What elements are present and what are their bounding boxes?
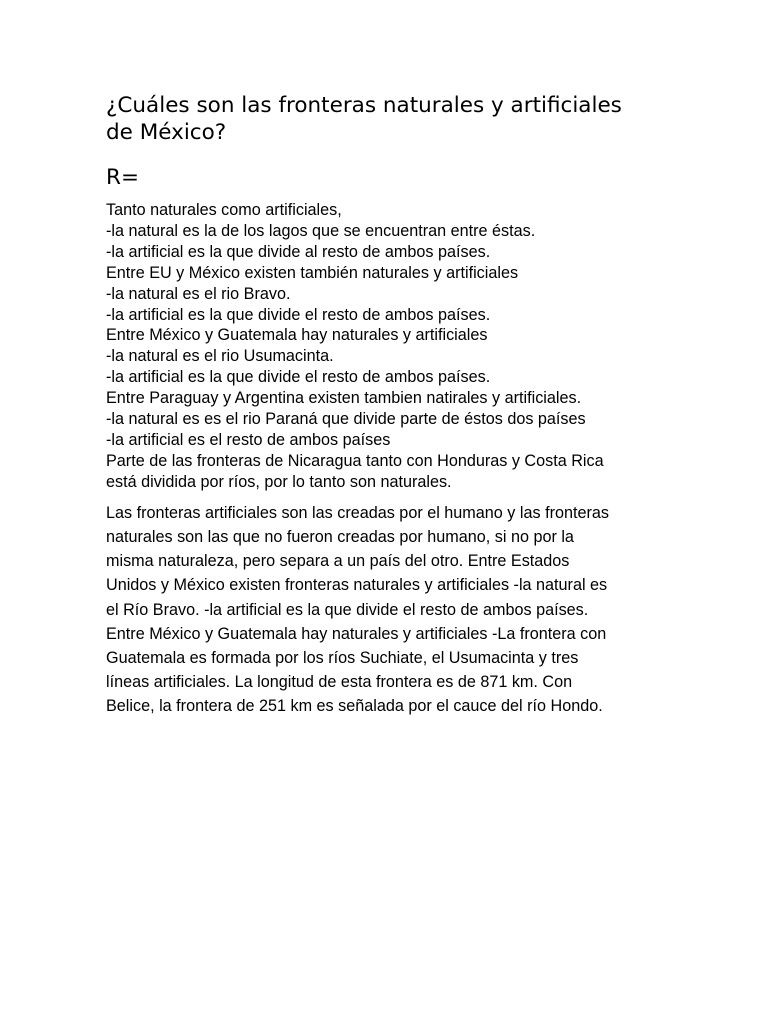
paragraph-line: Belice, la frontera de 251 km es señalada por el cauce del río Hondo. — [106, 697, 603, 716]
answer-line: -la natural es el rio Bravo. — [106, 284, 291, 303]
answer-line: -la natural es la de los lagos que se encuentran entre éstas. — [106, 221, 536, 240]
answer-line: -la natural es el rio Usumacinta. — [106, 347, 334, 366]
answer-line: Parte de las fronteras de Nicaragua tanto con Honduras y Costa Rica — [106, 451, 604, 470]
document-page — [106, 92, 666, 719]
answer-line: Entre Paraguay y Argentina existen tambien natirales y artificiales. — [106, 389, 582, 408]
answer-line: -la artificial es la que divide el resto de ambos países. — [106, 368, 491, 387]
paragraph-line: naturales son las que no fueron creadas por humano, si no por la — [106, 527, 574, 546]
answer-label: R= — [106, 165, 139, 190]
answer-line: -la artificial es el resto de ambos países — [106, 430, 391, 449]
paragraph-line: líneas artificiales. La longitud de esta frontera es de 871 km. Con — [106, 673, 573, 692]
answer-line: Tanto naturales como artificiales, — [106, 201, 342, 219]
answer-line: está dividida por ríos, por lo tanto son naturales. — [106, 472, 452, 491]
title-line: ¿Cuáles son las fronteras naturales y artificiales — [106, 93, 622, 118]
document-title — [106, 92, 666, 146]
summary-paragraph — [106, 501, 654, 719]
paragraph-line: Guatemala es formada por los ríos Suchiate, el Usumacinta y tres — [106, 648, 579, 667]
answer-line: -la artificial es la que divide al resto de ambos países. — [106, 242, 491, 261]
answer-line: -la natural es es el rio Paraná que divide parte de éstos dos países — [106, 410, 586, 429]
paragraph-line: Entre México y Guatemala hay naturales y artificiales -La frontera con — [106, 624, 607, 643]
paragraph-line: misma naturaleza, pero separa a un país del otro. Entre Estados — [106, 552, 570, 571]
paragraph-line: Unidos y México existen fronteras naturales y artificiales -la natural es — [106, 576, 608, 595]
title-line: de México? — [106, 120, 227, 145]
answer-list — [106, 200, 666, 493]
paragraph-line: Las fronteras artificiales son las creadas por el humano y las fronteras — [106, 503, 609, 522]
answer-line: Entre México y Guatemala hay naturales y artificiales — [106, 326, 488, 345]
answer-line: Entre EU y México existen también naturales y artificiales — [106, 263, 519, 282]
answer-line: -la artificial es la que divide el resto de ambos países. — [106, 305, 491, 324]
paragraph-line: el Río Bravo. -la artificial es la que divide el resto de ambos países. — [106, 600, 589, 619]
